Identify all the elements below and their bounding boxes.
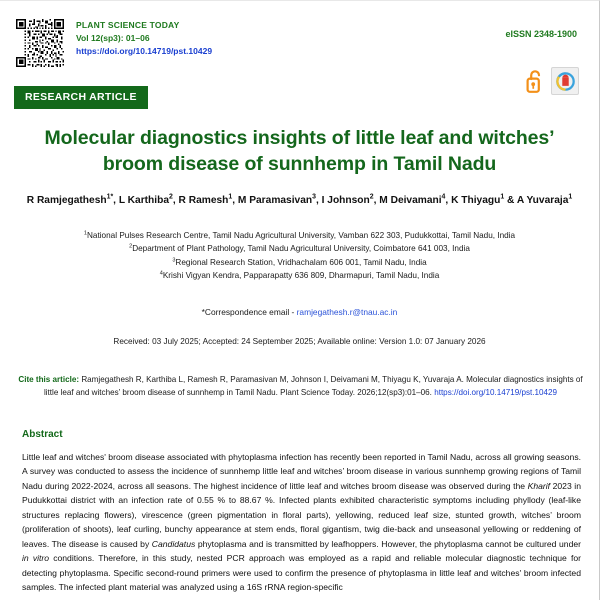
affiliation-marker: 1: [83, 230, 87, 237]
affiliation-text: National Pulses Research Centre, Tamil Nadu Agricultural University, Vamban 622 303, Pudukkottai, Tamil Nadu, India: [87, 231, 516, 240]
journal-doi-link[interactable]: https://doi.org/10.14719/pst.10429: [76, 46, 213, 57]
author-affiliation-marker: 1: [568, 194, 573, 201]
author-affiliation-marker: 1*: [106, 194, 114, 201]
publication-dates: Received: 03 July 2025; Accepted: 24 September 2025; Available online: Version 1.0: 07 January 2026: [113, 337, 486, 346]
citation-box: [18, 373, 583, 399]
open-access-lock-icon[interactable]: [525, 68, 545, 94]
crossmark-badge-icon[interactable]: [551, 67, 579, 95]
affiliation-text: Department of Plant Pathology, Tamil Nadu Agricultural University, Coimbatore 641 003, India: [132, 244, 470, 254]
eissn-label: eISSN 2348-1900: [505, 29, 577, 39]
journal-volume: Vol 12(sp3): 01–06: [76, 33, 150, 44]
cite-this-article-label: Cite this article:: [18, 375, 80, 384]
abstract-italic-candidatus: Candidatus: [151, 538, 196, 549]
affiliations-list: [30, 229, 569, 282]
abstract-part-4: conditions. Therefore, in this study, nested PCR approach was employed as a rapid and reliable molecular diagnostic technique for detecting phytoplasma. Specific second-round primers were used to confirm the presence of phytoplasma in little leaf and witches' broom infected samples. The infected plant material was analyzed using a 16S rRNA region-specific: [22, 553, 581, 592]
authors-text: R Ramjegathesh$^{1*}$, L Karthiba$^2$, R Ramesh$^1$, M Paramasivan$^3$, I Johnson$^2$, M Deivamani$^4$, K Thiyagu$^1$ & A Yuvaraja$^1$: [26, 194, 573, 207]
article-type-banner: RESEARCH ARTICLE: [14, 86, 148, 109]
author-name: M Deivamani: [379, 195, 442, 207]
affiliation-item: [30, 269, 569, 282]
correspondence-line: [0, 307, 599, 317]
author-affiliation-marker: 2: [169, 194, 173, 201]
author-name: I Johnson: [321, 195, 370, 207]
author-affiliation-marker: 2: [369, 194, 374, 201]
abstract-part-1: Little leaf and witches' broom disease associated with phytoplasma infection has recently been reported in Tamil Nadu, across all growing seasons. A survey was conducted to assess the incidence of sunnhemp little leaf and witches’ broom disease in various sunnhemp growing regions of Tamil Nadu during 2022-2024, across all seasons. The highest incidence of little leaf and witches broom disease was observed during the: [22, 452, 581, 491]
page-title: Molecular diagnostics insights of little leaf and witches’ broom disease of sunnhemp in Tamil Nadu: [44, 127, 555, 175]
affiliation-marker: 2: [129, 243, 133, 250]
author-name: M Paramasivan: [237, 195, 313, 207]
affiliation-marker: 3: [172, 256, 176, 263]
correspondence-label: *Correspondence email -: [201, 307, 297, 317]
abstract-part-2: 2023 in Pudukkottai district with an infection rate of 0.55 % to 88.67 %. Infected plants exhibited characteristic symptoms including phyllody (leaf-like structures replacing flowers), virescence (green pigmentation in floral parts), yellowing, reduced leaf size, stunted growth, witches’ broom (proliferation of shoots), leaf curling, bunchy appearance at stem ends, floral gigantism, twig die-back and unseasonal yellowing or reddening of leaves. The disease is caused by: [22, 480, 581, 549]
journal-info: [76, 19, 212, 59]
citation-text: Ramjegathesh R, Karthiba L, Ramesh R, Paramasivan M, Johnson I, Deivamani M, Thiyagu K, Yuvaraja A. Molecular diagnostics insights of little leaf and witches’ broom disease of sunnhemp in Tamil Nadu. Plant Science Today. 2026;12(sp3):01–06.: [43, 375, 583, 398]
author-name: R Ramjegathesh: [26, 195, 107, 207]
affiliation-item: [30, 242, 569, 255]
abstract-part-3: phytoplasma and is transmitted by leafhoppers. However, the phytoplasma cannot be cultured under: [195, 538, 581, 549]
author-affiliation-marker: 3: [312, 194, 316, 201]
author-name: K Thiyagu: [451, 195, 501, 207]
abstract-italic-invitro: in vitro: [22, 553, 50, 564]
affiliation-text: Krishi Vigyan Kendra, Papparapatty 636 809, Dharmapuri, Tamil Nadu, India: [162, 270, 440, 280]
author-name: A Yuvaraja: [516, 195, 569, 207]
affiliation-text: Regional Research Station, Vridhachalam 606 001, Tamil Nadu, India: [175, 257, 427, 267]
affiliation-item: [30, 229, 569, 242]
author-affiliation-marker: 1: [500, 194, 505, 201]
masthead-badges: [525, 67, 579, 95]
author-name: R Ramesh: [178, 195, 229, 207]
correspondence-email[interactable]: ramjegathesh.r@tnau.ac.in: [296, 307, 398, 317]
author-affiliation-marker: 1: [228, 194, 233, 201]
affiliation-marker: 4: [159, 270, 163, 277]
abstract-italic-kharif: Kharif: [527, 480, 551, 491]
qr-code-icon[interactable]: [16, 19, 64, 67]
author-name: L Karthiba: [118, 195, 170, 207]
journal-name: PLANT SCIENCE TODAY: [76, 20, 180, 30]
abstract-heading: Abstract: [22, 429, 63, 440]
affiliation-item: [30, 256, 569, 269]
author-affiliation-marker: 4: [441, 194, 446, 201]
authors-line: [24, 193, 575, 209]
citation-doi-link[interactable]: https://doi.org/10.14719/pst.10429: [434, 388, 558, 398]
abstract-body: [22, 450, 581, 594]
masthead: [14, 15, 589, 77]
